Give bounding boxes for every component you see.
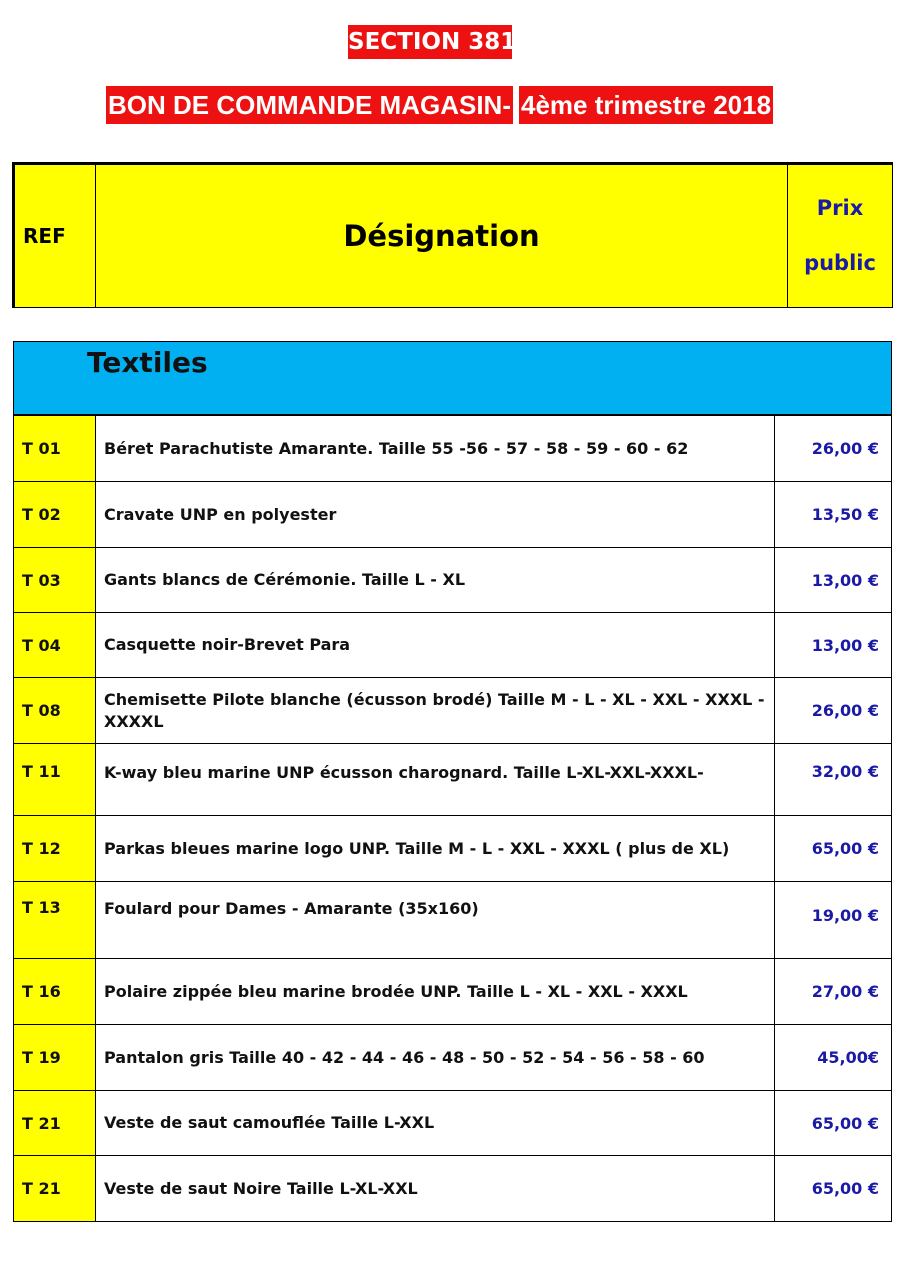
item-ref: T 04 [14, 613, 96, 678]
header-ref: REF [14, 164, 96, 308]
item-designation: Béret Parachutiste Amarante. Taille 55 -56 - 57 - 58 - 59 - 60 - 62 [96, 416, 775, 482]
item-designation: Pantalon gris Taille 40 - 42 - 44 - 46 - 48 - 50 - 52 - 54 - 56 - 58 - 60 [96, 1025, 775, 1091]
table-row [14, 1025, 892, 1091]
table-row [14, 744, 892, 816]
section-title: SECTION 381 [348, 25, 512, 59]
table-row [14, 816, 892, 882]
order-title-main: BON DE COMMANDE MAGASIN- [106, 86, 513, 124]
item-designation: Foulard pour Dames - Amarante (35x160) [96, 882, 775, 959]
item-ref: T 01 [14, 416, 96, 482]
item-price: 65,00 € [775, 1156, 892, 1222]
table-row [14, 959, 892, 1025]
item-designation: Veste de saut camouflée Taille L-XXL [96, 1091, 775, 1156]
items-body [14, 416, 892, 1222]
item-ref: T 08 [14, 678, 96, 744]
item-designation: Chemisette Pilote blanche (écusson brodé) Taille M - L - XL - XXL - XXXL - XXXXL [96, 678, 775, 744]
table-row [14, 416, 892, 482]
item-ref: T 03 [14, 548, 96, 613]
order-title-period: 4ème trimestre 2018 [519, 86, 773, 124]
item-designation: Veste de saut Noire Taille L-XL-XXL [96, 1156, 775, 1222]
header-designation: Désignation [96, 164, 788, 308]
item-ref: T 13 [14, 882, 96, 959]
item-price: 27,00 € [775, 959, 892, 1025]
item-price: 19,00 € [775, 882, 892, 959]
item-ref: T 02 [14, 482, 96, 548]
item-ref: T 21 [14, 1156, 96, 1222]
item-price: 65,00 € [775, 1091, 892, 1156]
item-price: 26,00 € [775, 678, 892, 744]
item-designation: Cravate UNP en polyester [96, 482, 775, 548]
item-price: 65,00 € [775, 816, 892, 882]
item-price: 13,50 € [775, 482, 892, 548]
order-title [106, 86, 773, 124]
item-designation: Parkas bleues marine logo UNP. Taille M - L - XXL - XXXL ( plus de XL) [96, 816, 775, 882]
item-ref: T 19 [14, 1025, 96, 1091]
table-row [14, 1091, 892, 1156]
item-designation: K-way bleu marine UNP écusson charognard. Taille L-XL-XXL-XXXL- [96, 744, 775, 816]
table-row [14, 482, 892, 548]
table-row [14, 548, 892, 613]
table-row [14, 613, 892, 678]
item-price: 13,00 € [775, 613, 892, 678]
item-ref: T 12 [14, 816, 96, 882]
header-price [788, 164, 893, 308]
item-designation: Polaire zippée bleu marine brodée UNP. Taille L - XL - XXL - XXXL [96, 959, 775, 1025]
category-bar [13, 341, 892, 415]
category-label: Textiles [87, 346, 208, 379]
item-designation: Gants blancs de Cérémonie. Taille L - XL [96, 548, 775, 613]
header-price-line2: public [804, 251, 876, 275]
items-table [13, 415, 892, 1222]
item-price: 13,00 € [775, 548, 892, 613]
table-row [14, 1156, 892, 1222]
header-price-line1: Prix [816, 196, 864, 220]
table-row [14, 882, 892, 959]
item-designation: Casquette noir-Brevet Para [96, 613, 775, 678]
column-header-table [12, 162, 893, 308]
item-ref: T 21 [14, 1091, 96, 1156]
item-ref: T 11 [14, 744, 96, 816]
item-price: 32,00 € [775, 744, 892, 816]
table-row [14, 678, 892, 744]
item-ref: T 16 [14, 959, 96, 1025]
item-price: 26,00 € [775, 416, 892, 482]
item-price: 45,00€ [775, 1025, 892, 1091]
